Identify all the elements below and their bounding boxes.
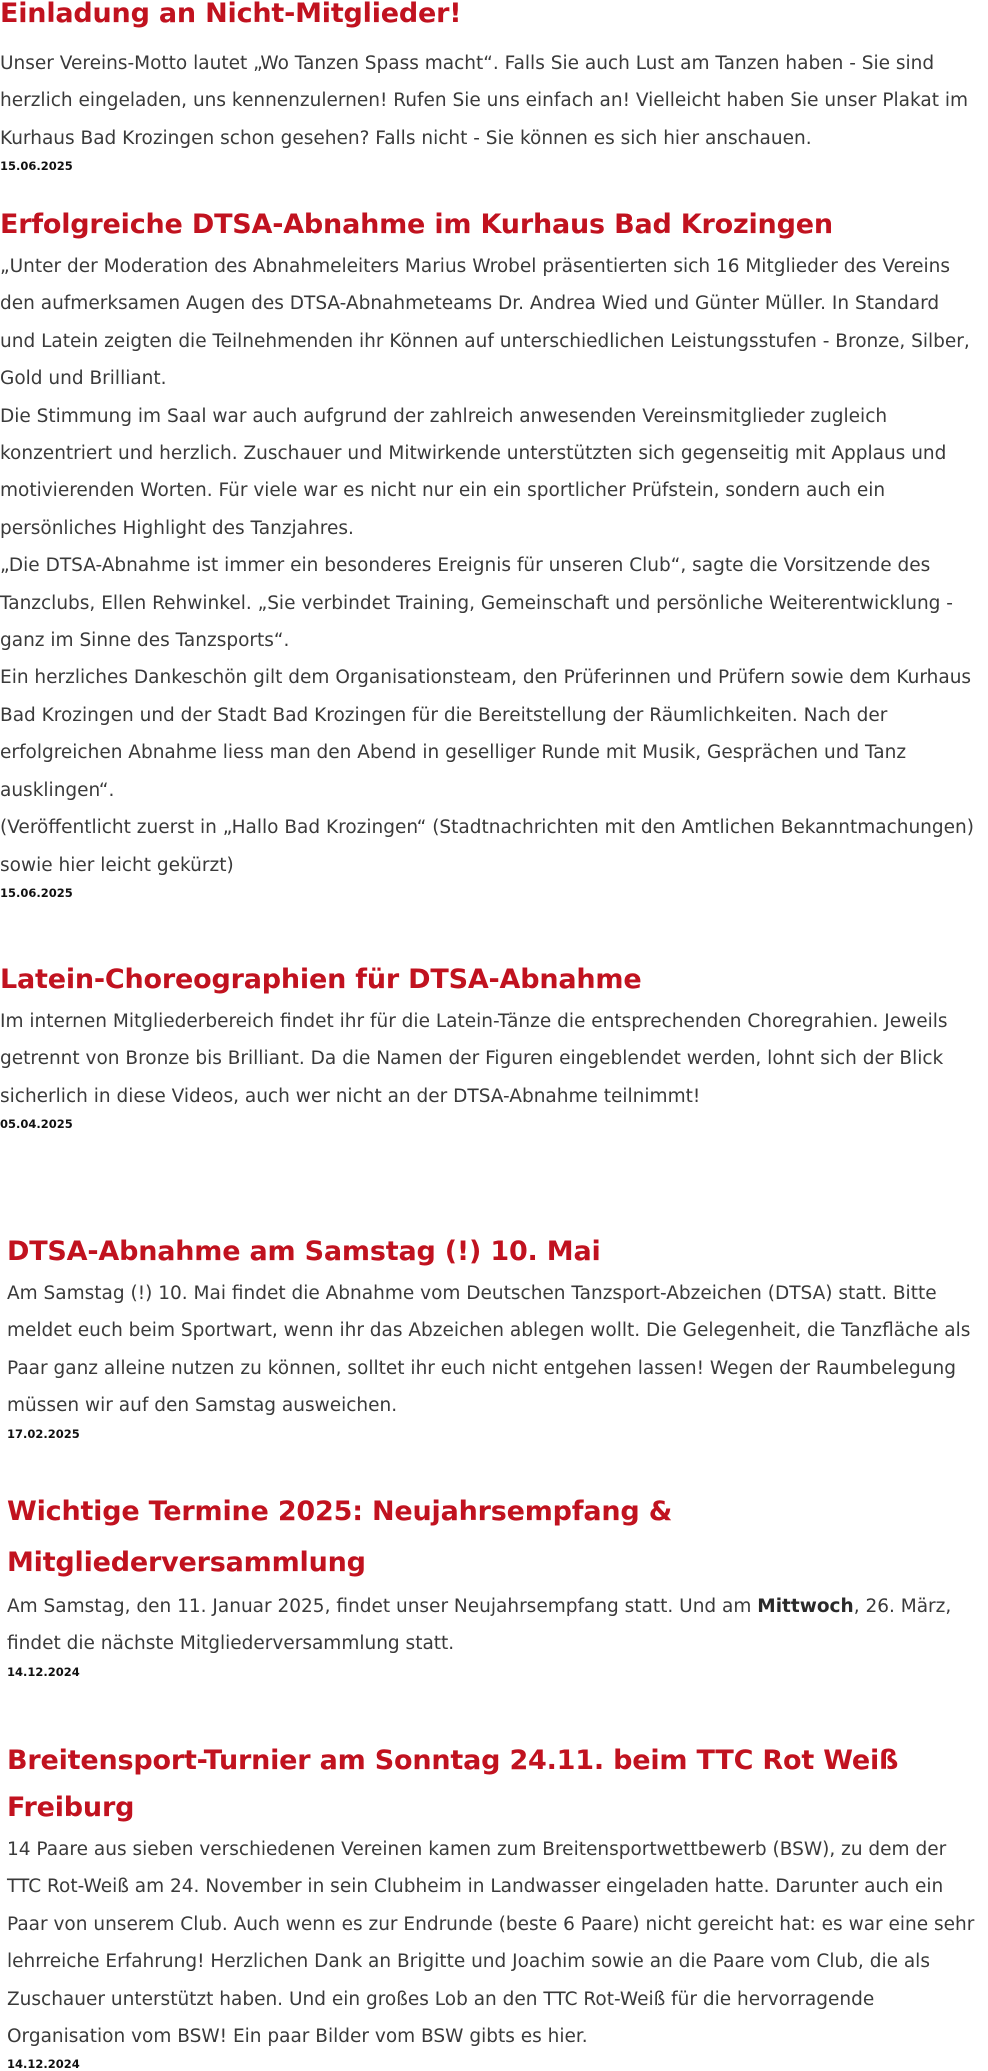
paragraph-text: Am Samstag, den 11. Januar 2025, findet unser Neujahrsempfang statt. Und am xyxy=(7,1596,758,1617)
article-date: 15.06.2025 xyxy=(0,885,73,900)
article-title[interactable]: Latein-Choreographien für DTSA-Abnahme xyxy=(0,964,642,995)
news-article xyxy=(7,1228,982,1441)
news-article xyxy=(7,1737,982,2071)
paragraph-bold-text: Mittwoch xyxy=(757,1596,854,1617)
article-date: 14.12.2024 xyxy=(7,2057,80,2071)
article-date: 15.06.2025 xyxy=(0,159,73,174)
article-body xyxy=(7,1831,982,2055)
news-article xyxy=(0,201,975,900)
article-title[interactable]: Erfolgreiche DTSA-Abnahme im Kurhaus Bad Krozingen xyxy=(0,209,833,240)
article-paragraph: Ein herzliches Dankeschön gilt dem Organisationsteam, den Prüferinnen und Prüfern sowie dem Kurhaus Bad Krozingen und der Stadt Bad Krozingen für die Bereitstellung der Räumlichkeiten. Nach der erfolgreichen Abnahme liess man den Abend in geselliger Runde mit Musik, Gesprächen und Tanz ausklingen“. xyxy=(0,667,972,801)
article-paragraph: (Veröffentlicht zuerst in „Hallo Bad Krozingen“ (Stadtnachrichten mit den Amtlichen Bekanntmachungen) sowie hier leicht gekürzt) xyxy=(0,817,974,876)
article-paragraph: Die Stimmung im Saal war auch aufgrund der zahlreich anwesenden Vereinsmitglieder zugleich konzentriert und herzlich. Zuschauer und Mitwirkende unterstützten sich gegenseitig mit Applaus und motivierenden Worten. Für viele war es nicht nur ein ein sportlicher Prüfstein, sondern auch ein persönliches Highlight des Tanzjahres. xyxy=(0,405,947,539)
article-body xyxy=(0,248,975,884)
news-article xyxy=(0,956,975,1131)
news-article xyxy=(7,1486,982,1679)
article-paragraph: „Unter der Moderation des Abnahmeleiters Marius Wrobel präsentierten sich 16 Mitglieder des Vereins den aufmerksamen Augen des DTSA-Abnahmeteams Dr. Andrea Wied und Günter Müller. In Standard und Latein zeigten die Teilnehmenden ihr Können auf unterschiedlichen Leistungsstufen - Bronze, Silber, Gold und Brilliant. xyxy=(0,256,970,390)
article-paragraph: Im internen Mitgliederbereich findet ihr für die Latein-Tänze die entsprechenden Choregrahien. Jeweils getrennt von Bronze bis Brilliant. Da die Namen der Figuren eingeblendet werden, lohnt sich der Blick sicherlich in diese Videos, auch wer nicht an der DTSA-Abnahme teilnimmt! xyxy=(0,1011,948,1107)
article-body xyxy=(7,1275,982,1425)
article-paragraph: „Die DTSA-Abnahme ist immer ein besonderes Ereignis für unseren Club“, sagte die Vorsitzende des Tanzclubs, Ellen Rehwinkel. „Sie verbindet Training, Gemeinschaft und persönliche Weiterentwicklung - ganz im Sinne des Tanzsports“. xyxy=(0,555,953,652)
article-title[interactable]: DTSA-Abnahme am Samstag (!) 10. Mai xyxy=(7,1236,601,1267)
article-paragraph xyxy=(7,1588,982,1663)
article-body xyxy=(7,1588,982,1663)
article-date: 17.02.2025 xyxy=(7,1426,80,1441)
article-paragraph: Am Samstag (!) 10. Mai findet die Abnahme vom Deutschen Tanzsport-Abzeichen (DTSA) statt. Bitte meldet euch beim Sportwart, wenn ihr das Abzeichen ablegen wollt. Die Gelegenheit, die Tanzfläche als Paar ganz alleine nutzen zu können, solltet ihr euch nicht entgehen lassen! Wegen der Raumbelegung müssen wir auf den Samstag ausweichen. xyxy=(7,1283,971,1417)
paragraph-text: , 26. März, findet die nächste Mitgliederversammlung statt. xyxy=(7,1596,952,1655)
article-title[interactable]: Einladung an Nicht-Mitglieder! xyxy=(0,0,462,29)
article-body xyxy=(0,45,975,157)
article-date: 14.12.2024 xyxy=(7,1664,80,1679)
article-body xyxy=(0,1003,975,1115)
article-title[interactable]: Breitensport-Turnier am Sonntag 24.11. beim TTC Rot Weiß Freiburg xyxy=(7,1745,899,1823)
article-date: 05.04.2025 xyxy=(0,1117,73,1132)
news-article xyxy=(0,0,975,173)
article-paragraph: Unser Vereins-Motto lautet „Wo Tanzen Spass macht“. Falls Sie auch Lust am Tanzen haben - Sie sind herzlich eingeladen, uns kennenzulernen! Rufen Sie uns einfach an! Vielleicht haben Sie unser Plakat im Kurhaus Bad Krozingen schon gesehen? Falls nicht - Sie können es sich hier anschauen. xyxy=(0,53,969,149)
article-title[interactable]: Wichtige Termine 2025: Neujahrsempfang & Mitgliederversammlung xyxy=(7,1496,673,1578)
article-paragraph: 14 Paare aus sieben verschiedenen Vereinen kamen zum Breitensportwettbewerb (BSW), zu dem der TTC Rot-Weiß am 24. November in sein Clubheim in Landwasser eingeladen hatte. Darunter auch ein Paar von unserem Club. Auch wenn es zur Endrunde (beste 6 Paare) nicht gereicht hat: es war eine sehr lehrreiche Erfahrung! Herzlichen Dank an Brigitte und Joachim sowie an die Paare vom Club, die als Zuschauer unterstützt haben. Und ein großes Lob an den TTC Rot-Weiß für die hervorragende Organisation vom BSW! Ein paar Bilder vom BSW gibts es hier. xyxy=(7,1839,975,2048)
